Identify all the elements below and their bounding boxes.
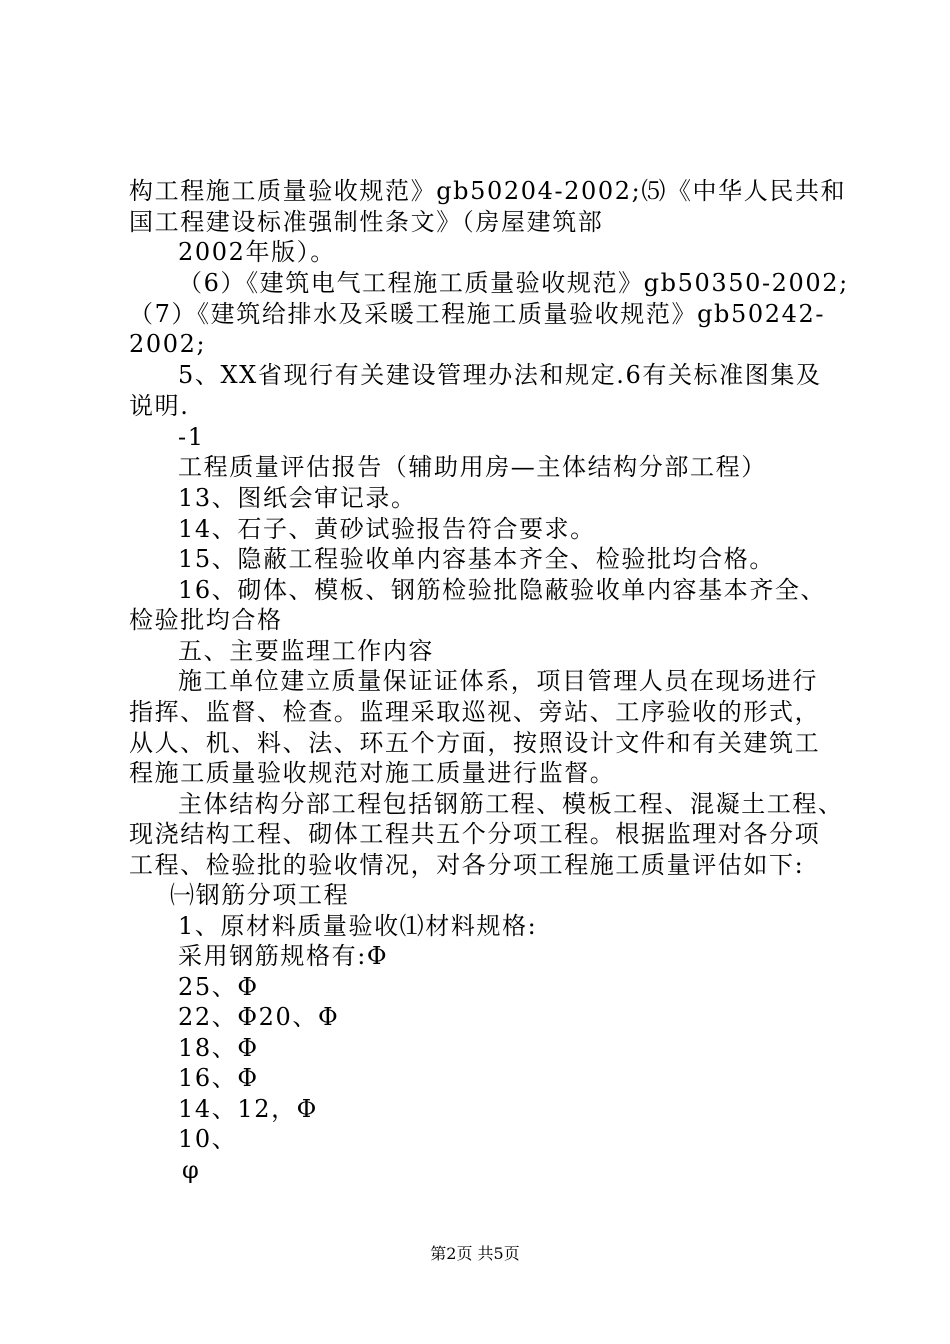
- text-line: 程施工质量验收规范对施工质量进行监督。: [129, 759, 616, 787]
- text-line: （7）《建筑给排水及采暖工程施工质量验收规范》gb50242-: [129, 300, 826, 328]
- text-line: 现浇结构工程、砌体工程共五个分项工程。根据监理对各分项: [129, 820, 821, 848]
- text-line: 采用钢筋规格有:Φ: [178, 942, 389, 970]
- text-line: 主体结构分部工程包括钢筋工程、模板工程、混凝土工程、: [178, 790, 844, 818]
- text-line: 14、12，Φ: [178, 1095, 318, 1123]
- text-line: 构工程施工质量验收规范》gb50204-2002;⑸《中华人民共和: [129, 177, 847, 205]
- text-line: 22、Φ20、Φ: [178, 1003, 340, 1031]
- text-line: 5、XX省现行有关建设管理办法和规定.6有关标准图集及: [178, 361, 822, 389]
- text-line: 1、原材料质量验收⑴材料规格:: [178, 912, 538, 940]
- text-line: 25、Φ: [178, 973, 259, 1001]
- section-heading: 五、主要监理工作内容: [178, 637, 434, 665]
- text-line: 施工单位建立质量保证证体系，项目管理人员在现场进行: [178, 667, 818, 695]
- text-line: 说明.: [129, 392, 190, 420]
- text-line: 10、: [178, 1125, 238, 1153]
- section-heading: 工程质量评估报告（辅助用房—主体结构分部工程）: [178, 453, 767, 481]
- text-line: 2002年版）。: [178, 238, 336, 266]
- list-item: 14、石子、黄砂试验报告符合要求。: [178, 515, 596, 543]
- list-item: 16、砌体、模板、钢筋检验批隐蔽验收单内容基本齐全、: [178, 576, 827, 604]
- text-line: 指挥、监督、检查。监理采取巡视、旁站、工序验收的形式，: [129, 698, 821, 726]
- text-line: -1: [178, 423, 205, 451]
- text-line: φ: [182, 1156, 201, 1184]
- text-line: 2002;: [129, 330, 207, 358]
- text-line: 工程、检验批的验收情况，对各分项工程施工质量评估如下:: [129, 851, 805, 879]
- list-item: 15、隐蔽工程验收单内容基本齐全、检验批均合格。: [178, 545, 775, 573]
- text-line: 国工程建设标准强制性条文》（房屋建筑部: [129, 208, 604, 236]
- text-line: 从人、机、料、法、环五个方面，按照设计文件和有关建筑工: [129, 729, 821, 757]
- text-line: 18、Φ: [178, 1034, 259, 1062]
- text-line: 检验批均合格: [129, 606, 283, 634]
- text-line: （6）《建筑电气工程施工质量验收规范》gb50350-2002;: [178, 269, 849, 297]
- text-line: 16、Φ: [178, 1064, 259, 1092]
- section-heading: ㈠钢筋分项工程: [170, 881, 350, 909]
- page-number-footer: 第2页 共5页: [430, 1244, 520, 1263]
- list-item: 13、图纸会审记录。: [178, 484, 417, 512]
